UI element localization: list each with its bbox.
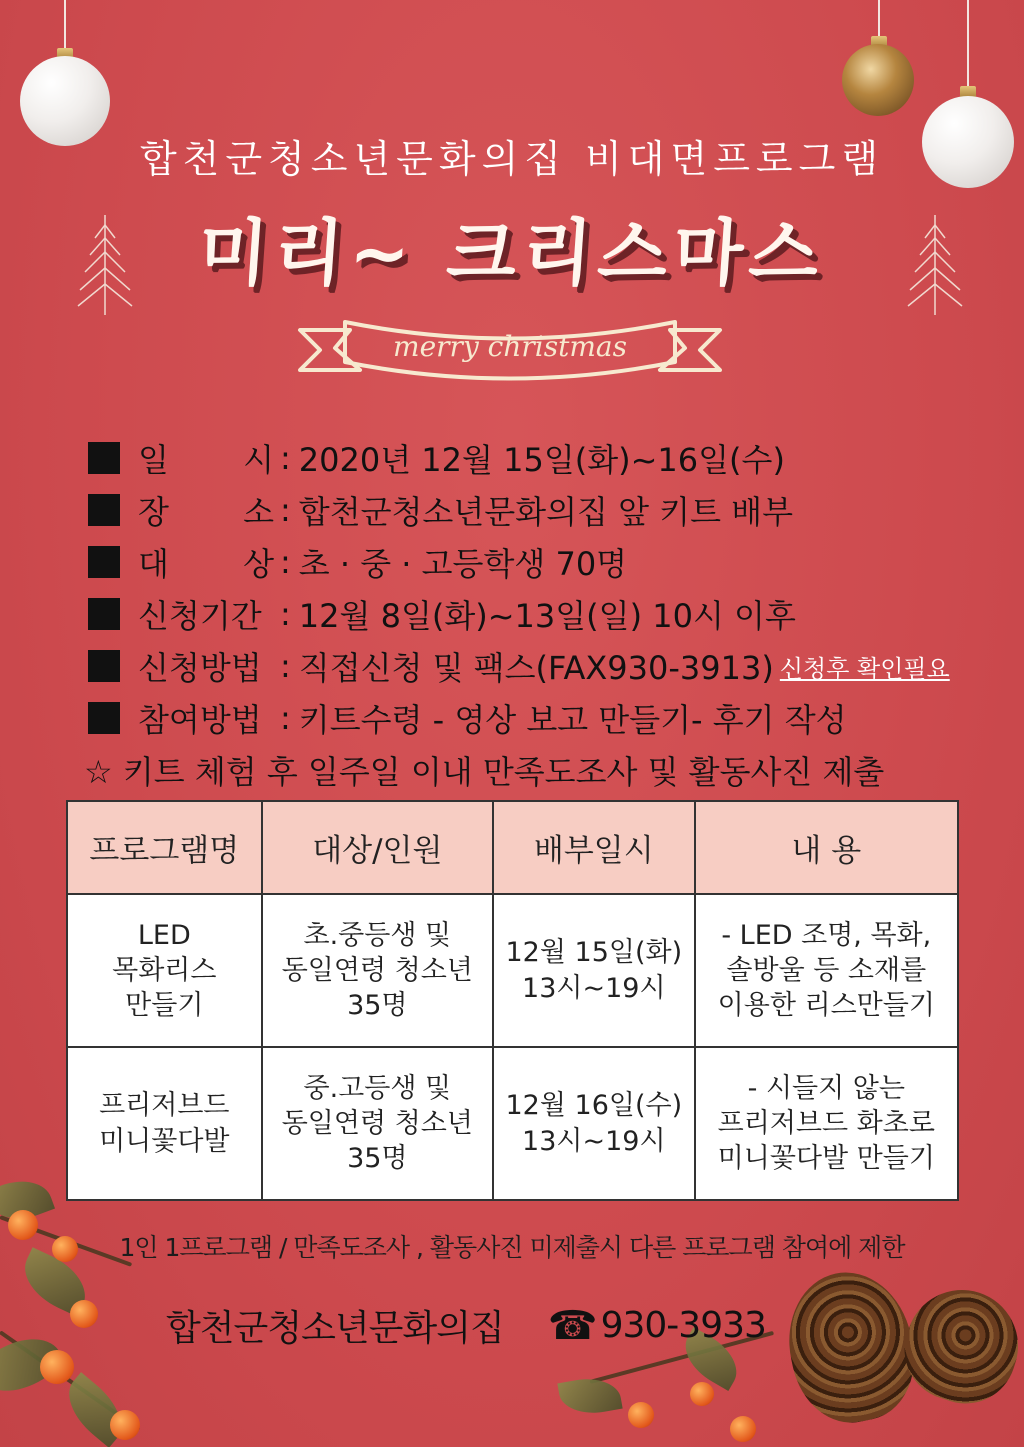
header-target: 대상/인원 — [262, 801, 493, 894]
footer-org: 합천군청소년문화의집 — [166, 1308, 504, 1349]
star-note: ☆ 키트 체험 후 일주일 이내 만족도조사 및 활동사진 제출 — [84, 753, 885, 791]
subtitle: 합천군청소년문화의집 비대면프로그램 — [139, 137, 885, 181]
table-cell: 초.중등생 및 동일연령 청소년 35명 — [262, 894, 493, 1047]
berry-icon — [628, 1402, 654, 1428]
info-row-participation: 참여방법 : 키트수령 - 영상 보고 만들기- 후기 작성 — [88, 692, 1018, 744]
bullet-square-icon — [88, 598, 120, 630]
info-value: 초 · 중 · 고등학생 70명 — [298, 545, 628, 583]
event-info — [84, 432, 1018, 796]
bullet-square-icon — [88, 442, 120, 474]
info-value: 직접신청 및 팩스(FAX930-3913) — [298, 649, 774, 687]
info-value: 2020년 12월 15일(화)~16일(수) — [298, 441, 785, 479]
ornament-string — [64, 0, 66, 52]
info-row-place: 장 소 : 합천군청소년문화의집 앞 키트 배부 — [88, 484, 1018, 536]
info-row-target: 대 상 : 초 · 중 · 고등학생 70명 — [88, 536, 1018, 588]
ribbon-banner — [290, 300, 730, 390]
berry-icon — [110, 1410, 140, 1440]
table-row — [67, 1047, 958, 1200]
gold-ornament-icon — [842, 44, 914, 116]
table-cell: 프리저브드 미니꽃다발 — [67, 1047, 262, 1200]
bullet-square-icon — [88, 494, 120, 526]
info-label: 신청기간 — [138, 597, 262, 635]
table-cell: LED 목화리스 만들기 — [67, 894, 262, 1047]
leaf-icon — [557, 1373, 622, 1419]
info-label: 대 상 — [138, 545, 274, 583]
table-header-row — [67, 801, 958, 894]
berry-icon — [690, 1382, 714, 1406]
table-cell: 중.고등생 및 동일연령 청소년 35명 — [262, 1047, 493, 1200]
info-label: 일 시 — [138, 441, 274, 479]
info-value: 12월 8일(화)~13일(일) 10시 이후 — [298, 597, 796, 635]
info-row-period: 신청기간 : 12월 8일(화)~13일(일) 10시 이후 — [88, 588, 1018, 640]
header-content: 내 용 — [695, 801, 958, 894]
footer-contact — [166, 1300, 766, 1351]
berry-icon — [730, 1416, 756, 1442]
page-title: 미리~ 크리스마스 — [195, 211, 828, 295]
restriction-note: 1인 1프로그램 / 만족도조사 , 활동사진 미제출시 다른 프로그램 참여에 제한 — [119, 1233, 905, 1262]
info-label: 신청방법 — [138, 649, 262, 687]
ornament-string — [967, 0, 969, 90]
confirm-note-link[interactable]: 신청후 확인필요 — [779, 654, 950, 683]
table-cell: - LED 조명, 목화, 솔방울 등 소재를 이용한 리스만들기 — [695, 894, 958, 1047]
info-value: 합천군청소년문화의집 앞 키트 배부 — [298, 493, 793, 531]
table-cell: 12월 16일(수) 13시~19시 — [493, 1047, 695, 1200]
berry-icon — [70, 1300, 98, 1328]
bullet-square-icon — [88, 546, 120, 578]
table-row — [67, 894, 958, 1047]
table-cell: - 시들지 않는 프리저브드 화초로 미니꽃다발 만들기 — [695, 1047, 958, 1200]
info-label: 참여방법 — [138, 701, 262, 739]
table-cell: 12월 15일(화) 13시~19시 — [493, 894, 695, 1047]
phone-number[interactable]: 930-3933 — [600, 1305, 766, 1346]
info-label: 장 소 — [138, 493, 274, 531]
info-row-date: 일 시 : 2020년 12월 15일(화)~16일(수) — [88, 432, 1018, 484]
info-value: 키트수령 - 영상 보고 만들기- 후기 작성 — [298, 701, 847, 739]
header-program-name: 프로그램명 — [67, 801, 262, 894]
header-distribution: 배부일시 — [493, 801, 695, 894]
bullet-square-icon — [88, 650, 120, 682]
phone-icon: ☎ — [547, 1302, 597, 1349]
bullet-square-icon — [88, 702, 120, 734]
info-row-method: 신청방법 : 직접신청 및 팩스(FAX930-3913) 신청후 확인필요 — [88, 640, 1018, 692]
ornament-string — [878, 0, 880, 38]
ribbon-text: merry christmas — [393, 330, 627, 363]
program-table — [66, 800, 959, 1201]
berry-icon — [40, 1350, 74, 1384]
pinecone-icon — [891, 1275, 1024, 1416]
